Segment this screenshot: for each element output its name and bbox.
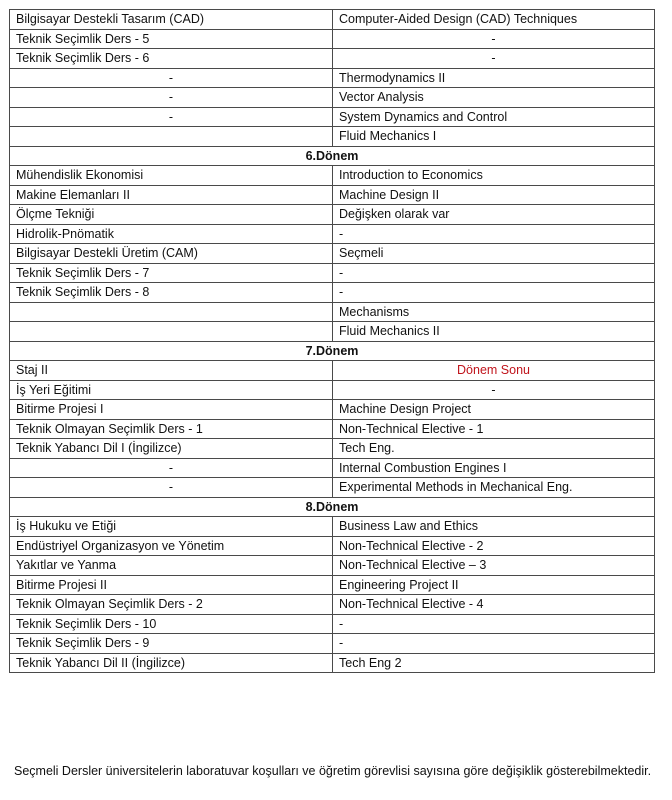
english-course-cell: - xyxy=(333,49,655,69)
turkish-course-cell: Bitirme Projesi II xyxy=(10,575,333,595)
turkish-course-cell: İş Hukuku ve Etiği xyxy=(10,517,333,537)
table-row xyxy=(10,244,655,264)
english-course-cell: Non-Technical Elective - 1 xyxy=(333,419,655,439)
english-course-cell: Machine Design II xyxy=(333,185,655,205)
turkish-course-cell: Ölçme Tekniği xyxy=(10,205,333,225)
table-row xyxy=(10,575,655,595)
english-course-cell: - xyxy=(333,283,655,303)
table-row xyxy=(10,536,655,556)
english-course-cell: - xyxy=(333,224,655,244)
turkish-course-cell: Teknik Seçimlik Ders - 9 xyxy=(10,634,333,654)
semester-header-row xyxy=(10,341,655,361)
english-course-cell: Non-Technical Elective – 3 xyxy=(333,556,655,576)
turkish-course-cell: İş Yeri Eğitimi xyxy=(10,380,333,400)
table-row xyxy=(10,653,655,673)
table-row xyxy=(10,322,655,342)
english-course-cell: Introduction to Economics xyxy=(333,166,655,186)
english-course-cell: Experimental Methods in Mechanical Eng. xyxy=(333,478,655,498)
english-course-cell: Değişken olarak var xyxy=(333,205,655,225)
english-course-cell: - xyxy=(333,29,655,49)
table-row xyxy=(10,49,655,69)
table-row xyxy=(10,614,655,634)
table-row xyxy=(10,302,655,322)
table-row xyxy=(10,29,655,49)
semester-header-row xyxy=(10,497,655,517)
english-course-cell: Thermodynamics II xyxy=(333,68,655,88)
turkish-course-cell: Staj II xyxy=(10,361,333,381)
english-course-cell: Business Law and Ethics xyxy=(333,517,655,537)
turkish-course-cell: Teknik Seçimlik Ders - 7 xyxy=(10,263,333,283)
turkish-course-cell: Mühendislik Ekonomisi xyxy=(10,166,333,186)
turkish-course-cell: Teknik Seçimlik Ders - 5 xyxy=(10,29,333,49)
table-row xyxy=(10,595,655,615)
english-course-cell: Fluid Mechanics I xyxy=(333,127,655,147)
turkish-course-cell xyxy=(10,127,333,147)
table-row xyxy=(10,380,655,400)
table-row xyxy=(10,127,655,147)
table-row xyxy=(10,419,655,439)
english-course-cell: Non-Technical Elective - 4 xyxy=(333,595,655,615)
turkish-course-cell: Bilgisayar Destekli Tasarım (CAD) xyxy=(10,10,333,30)
semester-header-row xyxy=(10,146,655,166)
english-course-cell: Machine Design Project xyxy=(333,400,655,420)
turkish-course-cell: Makine Elemanları II xyxy=(10,185,333,205)
turkish-course-cell: - xyxy=(10,458,333,478)
turkish-course-cell: Teknik Olmayan Seçimlik Ders - 2 xyxy=(10,595,333,615)
footnote: Seçmeli Dersler üniversitelerin laboratuvar koşulları ve öğretim görevlisi sayısına göre değişiklik gösterebilmektedir. xyxy=(14,763,652,778)
table-row xyxy=(10,634,655,654)
turkish-course-cell: Teknik Seçimlik Ders - 10 xyxy=(10,614,333,634)
turkish-course-cell: - xyxy=(10,478,333,498)
english-course-cell: - xyxy=(333,614,655,634)
turkish-course-cell: Bitirme Projesi I xyxy=(10,400,333,420)
turkish-course-cell: - xyxy=(10,88,333,108)
table-row xyxy=(10,439,655,459)
table-row xyxy=(10,556,655,576)
table-row xyxy=(10,107,655,127)
table-row xyxy=(10,224,655,244)
table-row xyxy=(10,263,655,283)
turkish-course-cell: Teknik Seçimlik Ders - 6 xyxy=(10,49,333,69)
table-row xyxy=(10,68,655,88)
english-course-cell: Engineering Project II xyxy=(333,575,655,595)
english-course-cell: - xyxy=(333,263,655,283)
table-row xyxy=(10,458,655,478)
table-row xyxy=(10,361,655,381)
table-row xyxy=(10,10,655,30)
english-course-cell: Fluid Mechanics II xyxy=(333,322,655,342)
english-course-cell: Tech Eng. xyxy=(333,439,655,459)
english-course-cell: Computer-Aided Design (CAD) Techniques xyxy=(333,10,655,30)
table-row xyxy=(10,517,655,537)
english-course-cell: Seçmeli xyxy=(333,244,655,264)
table-row xyxy=(10,88,655,108)
turkish-course-cell: Bilgisayar Destekli Üretim (CAM) xyxy=(10,244,333,264)
semester-title: 8.Dönem xyxy=(10,497,655,517)
turkish-course-cell: Teknik Yabancı Dil I (İngilizce) xyxy=(10,439,333,459)
turkish-course-cell: Endüstriyel Organizasyon ve Yönetim xyxy=(10,536,333,556)
turkish-course-cell: Teknik Olmayan Seçimlik Ders - 1 xyxy=(10,419,333,439)
turkish-course-cell: Yakıtlar ve Yanma xyxy=(10,556,333,576)
english-course-cell: - xyxy=(333,380,655,400)
table-body xyxy=(10,10,655,673)
english-course-cell: Mechanisms xyxy=(333,302,655,322)
table-row xyxy=(10,478,655,498)
english-course-cell: Tech Eng 2 xyxy=(333,653,655,673)
turkish-course-cell: - xyxy=(10,107,333,127)
english-course-cell: - xyxy=(333,634,655,654)
table-row xyxy=(10,166,655,186)
status-note-cell: Dönem Sonu xyxy=(333,361,655,381)
turkish-course-cell: Teknik Seçimlik Ders - 8 xyxy=(10,283,333,303)
table-row xyxy=(10,400,655,420)
turkish-course-cell: Teknik Yabancı Dil II (İngilizce) xyxy=(10,653,333,673)
course-equivalence-table xyxy=(9,9,655,673)
table-row xyxy=(10,185,655,205)
english-course-cell: System Dynamics and Control xyxy=(333,107,655,127)
turkish-course-cell: Hidrolik-Pnömatik xyxy=(10,224,333,244)
english-course-cell: Vector Analysis xyxy=(333,88,655,108)
turkish-course-cell: - xyxy=(10,68,333,88)
semester-title: 7.Dönem xyxy=(10,341,655,361)
semester-title: 6.Dönem xyxy=(10,146,655,166)
turkish-course-cell xyxy=(10,322,333,342)
table-row xyxy=(10,205,655,225)
turkish-course-cell xyxy=(10,302,333,322)
english-course-cell: Internal Combustion Engines I xyxy=(333,458,655,478)
table-row xyxy=(10,283,655,303)
english-course-cell: Non-Technical Elective - 2 xyxy=(333,536,655,556)
